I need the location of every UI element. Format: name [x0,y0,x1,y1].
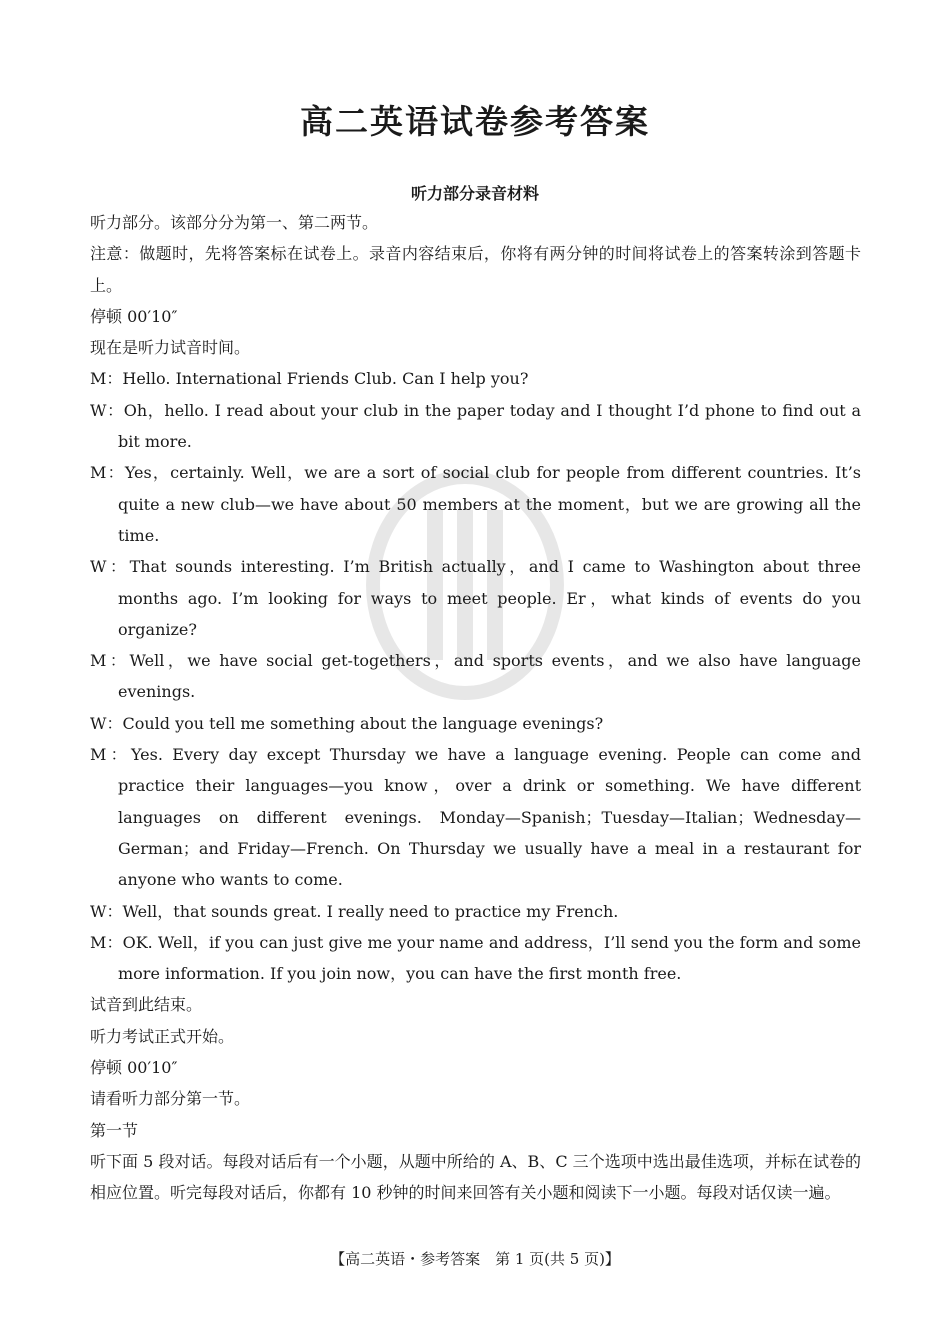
exam-start-line: 听力考试正式开始。 [90,1026,235,1046]
section-directions: 听下面 5 段对话。每段对话后有一个小题，从题中所给的 A、B、C 三个选项中选出最佳选项，并标在试卷的相应位置。听完每段对话后，你都有 10 秒钟的时间来回答有关小题和阅读下一小题。每段对话仅读一遍。 [90,1151,861,1203]
dialogue-turn: W：Could you tell me something about the language evenings? [90,713,604,733]
pause-line: 停顿 00′10″ [90,306,178,326]
dialogue-turn: M：OK. Well，if you can just give me your name and address，I’ll send you the form and some more information. If you join now，you can have the first month free. [90,932,861,984]
test-end-line: 试音到此结束。 [90,995,203,1015]
dialogue-turn: M：Yes，certainly. Well，we are a sort of social club for people from different countries. It’s quite a new club—we have about 50 members at the moment，but we are growing all the time. [90,463,861,545]
dialogue-turn: M：Well，we have social get-togethers，and sports events，and we also have language evenings. [90,651,861,702]
dialogue-turn: W：That sounds interesting. I’m British actually，and I came to Washington about three months ago. I’m looking for ways to meet people. Er，what kinds of events do you organize? [90,557,861,639]
dialogue-turn: W：Oh，hello. I read about your club in the paper today and I thought I’d phone to find out a bit more. [90,400,861,452]
dialogue-turn: M：Hello. International Friends Club. Can I help you? [90,369,529,389]
transcript-body [90,207,861,1209]
page-footer: 【高二英语・参考答案 第 1 页(共 5 页)】 [330,1250,620,1268]
dialogue-turn: M：Yes. Every day except Thursday we have a language evening. People can come and practice their languages—you know，over a drink or something. We have different languages on different evenings. Monday—Spanish；Tuesday—Italian；Wednesday—German；and Friday—French. On Thursday we usually have a meal in a restaurant for anyone who wants to come. [90,745,862,890]
section-instruction-line: 请看听力部分第一节。 [90,1089,251,1109]
document-title: 高二英语试卷参考答案 [300,102,650,141]
section-label: 第一节 [90,1120,139,1140]
section-heading: 听力部分录音材料 [410,184,539,203]
dialogue-turn: W：Well，that sounds great. I really need to practice my French. [90,901,619,921]
test-time-line: 现在是听力试音时间。 [90,338,251,358]
pause-line: 停顿 00′10″ [90,1058,178,1078]
intro-line: 听力部分。该部分分为第一、第二两节。 [90,213,379,232]
notice-paragraph: 注意：做题时，先将答案标在试卷上。录音内容结束后，你将有两分钟的时间将试卷上的答案转涂到答题卡上。 [90,244,861,295]
